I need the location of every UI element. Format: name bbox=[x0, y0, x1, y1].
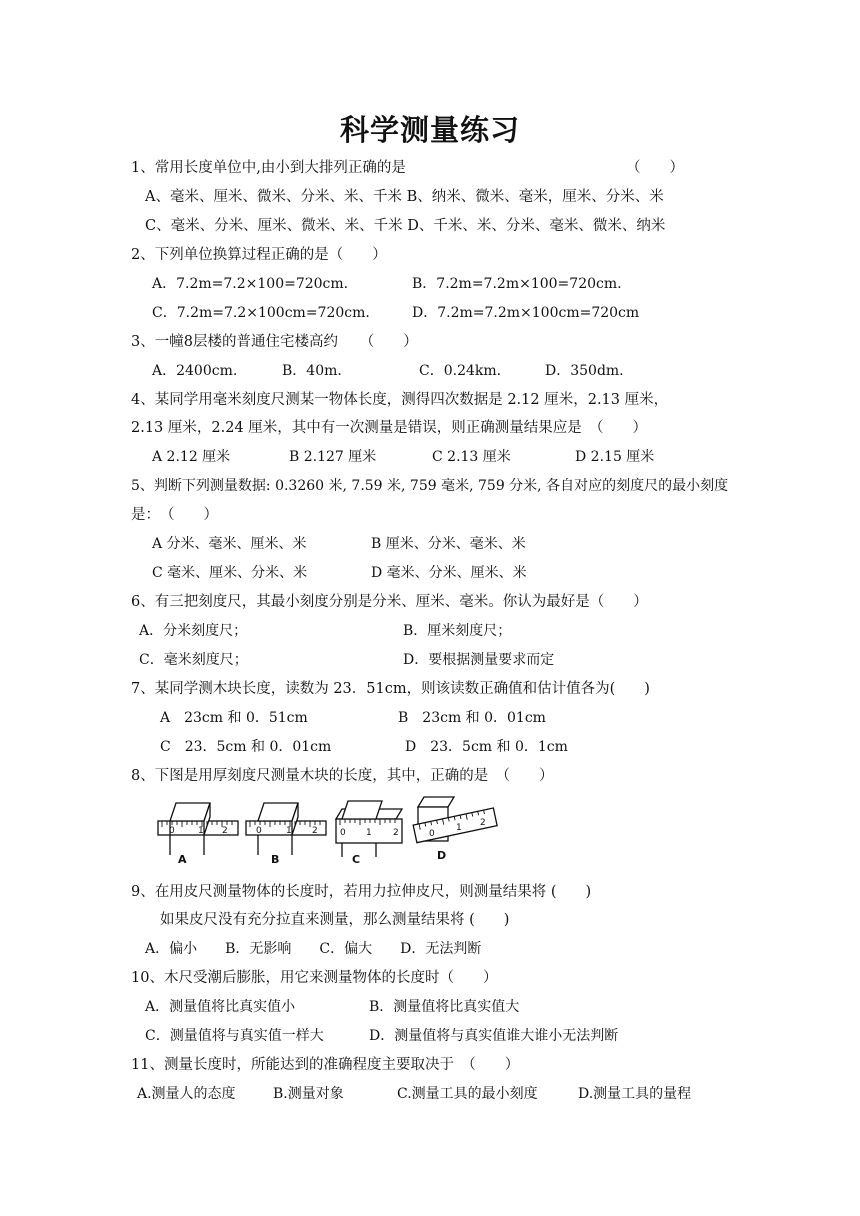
question-6-option-d: D．要根据测量要求而定 bbox=[403, 652, 555, 668]
question-9-stem-line-2: 如果皮尺没有充分拉直来测量，那么测量结果将 ( ) bbox=[160, 912, 510, 928]
question-3-option-d: D．350dm. bbox=[545, 363, 624, 379]
question-6-option-c: C．毫米刻度尺； bbox=[139, 652, 248, 668]
figure-c-tick-0: 0 bbox=[340, 828, 346, 838]
question-1-options-cd: C、毫米、分米、厘米、微米、米、千米 D、千米、米、分米、毫米、微米、纳米 bbox=[145, 218, 666, 234]
question-10-option-b: B．测量值将比真实值大 bbox=[369, 999, 520, 1015]
question-3-stem: 3、一幢8层楼的普通住宅楼高约 （ ） bbox=[131, 334, 418, 350]
question-4-stem-line-2: 2.13 厘米，2.24 厘米，其中有一次测量是错误，则正确测量结果应是 （ ） bbox=[131, 420, 648, 436]
question-2-option-a: A．7.2m=7.2×100=720cm. bbox=[152, 276, 349, 292]
figure-b-tick-2: 2 bbox=[312, 826, 318, 836]
question-5-option-d: D 毫米、分米、厘米、米 bbox=[371, 565, 527, 581]
question-4-stem-line-1: 4、某同学用毫米刻度尺测某一物体长度，测得四次数据是 2.12 厘米，2.13 厘米， bbox=[131, 392, 669, 408]
question-1-answer-paren: （ ） bbox=[626, 160, 684, 176]
figure-label-d: D bbox=[437, 849, 447, 862]
question-3-option-c: C．0.24km. bbox=[419, 363, 502, 379]
question-10-option-d: D．测量值将与真实值谁大谁小无法判断 bbox=[369, 1028, 619, 1044]
figure-a-tick-1: 1 bbox=[198, 826, 204, 836]
question-3-option-b: B．40m. bbox=[282, 363, 342, 379]
figure-label-a: A bbox=[178, 853, 187, 866]
question-6-option-a: A．分米刻度尺； bbox=[139, 623, 248, 639]
figure-a-tick-0: 0 bbox=[169, 826, 175, 836]
figure-c-tick-2: 2 bbox=[393, 828, 399, 838]
question-10-option-a: A．测量值将比真实值小 bbox=[145, 999, 296, 1015]
question-6-option-b: B．厘米刻度尺； bbox=[403, 623, 512, 639]
question-2-option-c: C．7.2m=7.2×100cm=720cm. bbox=[152, 305, 370, 321]
question-3-option-a: A．2400cm. bbox=[152, 363, 238, 379]
question-5-option-b: B 厘米、分米、毫米、米 bbox=[371, 536, 526, 552]
question-7-option-a: A 23cm 和 0．51cm bbox=[160, 710, 308, 726]
question-10-option-c: C．测量值将与真实值一样大 bbox=[145, 1028, 324, 1044]
page-title: 科学测量练习 bbox=[339, 113, 520, 147]
figure-c-tick-1: 1 bbox=[366, 828, 372, 838]
question-11-stem: 11、测量长度时，所能达到的准确程度主要取决于 （ ） bbox=[131, 1057, 520, 1073]
figure-label-b: B bbox=[271, 853, 280, 866]
question-2-option-d: D．7.2m=7.2m×100cm=720cm bbox=[412, 305, 640, 321]
figure-d-tick-1: 1 bbox=[456, 823, 462, 833]
question-4-option-a: A 2.12 厘米 bbox=[152, 449, 231, 465]
figure-d-tick-0: 0 bbox=[429, 829, 435, 839]
question-4-option-d: D 2.15 厘米 bbox=[575, 449, 655, 465]
question-9-stem-line-1: 9、在用皮尺测量物体的长度时，若用力拉伸皮尺，则测量结果将 ( ) bbox=[131, 884, 592, 900]
question-5-stem-line-1: 5、判断下列测量数据: 0.3260 米, 7.59 米, 759 毫米, 759 分米, 各自对应的刻度尺的最小刻度 bbox=[131, 478, 729, 494]
question-7-option-c: C 23．5cm 和 0．01cm bbox=[160, 739, 332, 755]
question-5-option-c: C 毫米、厘米、分米、米 bbox=[152, 565, 308, 581]
question-1-options-ab: A、毫米、厘米、微米、分米、米、千米 B、纳米、微米、毫米，厘米、分米、米 bbox=[145, 189, 664, 205]
figure-a-tick-2: 2 bbox=[222, 826, 228, 836]
figure-label-c: C bbox=[352, 853, 361, 866]
question-9-options: A．偏小 B．无影响 C．偏大 D．无法判断 bbox=[145, 941, 482, 957]
ruler-measurement-figure bbox=[152, 795, 502, 867]
figure-b-tick-1: 1 bbox=[286, 826, 292, 836]
question-7-option-d: D 23．5cm 和 0．1cm bbox=[405, 739, 568, 755]
question-4-option-b: B 2.127 厘米 bbox=[289, 449, 377, 465]
question-8-stem: 8、下图是用厚刻度尺测量木块的长度，其中，正确的是 （ ） bbox=[131, 768, 554, 784]
question-6-stem: 6、有三把刻度尺，其最小刻度分别是分米、厘米、毫米。你认为最好是（ ） bbox=[131, 594, 648, 610]
question-7-stem: 7、某同学测木块长度，读数为 23．51cm，则该读数正确值和估计值各为( ) bbox=[131, 681, 650, 697]
question-2-stem: 2、下列单位换算过程正确的是（ ） bbox=[131, 247, 387, 263]
figure-b-tick-0: 0 bbox=[256, 826, 262, 836]
question-10-stem: 10、木尺受潮后膨胀，用它来测量物体的长度时（ ） bbox=[131, 970, 498, 986]
figure-d-tick-2: 2 bbox=[480, 818, 486, 828]
question-11-option-a: A.测量人的态度 bbox=[137, 1086, 236, 1102]
question-11-option-d: D.测量工具的量程 bbox=[578, 1086, 692, 1102]
question-7-option-b: B 23cm 和 0．01cm bbox=[398, 710, 546, 726]
question-1-stem: 1、常用长度单位中,由小到大排列正确的是 bbox=[131, 160, 406, 176]
question-2-option-b: B．7.2m=7.2m×100=720cm. bbox=[412, 276, 622, 292]
question-5-stem-line-2: 是： （ ） bbox=[131, 507, 218, 523]
question-11-option-c: C.测量工具的最小刻度 bbox=[397, 1086, 538, 1102]
question-11-option-b: B.测量对象 bbox=[273, 1086, 344, 1102]
question-5-option-a: A 分米、毫米、厘米、米 bbox=[152, 536, 307, 552]
question-4-option-c: C 2.13 厘米 bbox=[432, 449, 511, 465]
